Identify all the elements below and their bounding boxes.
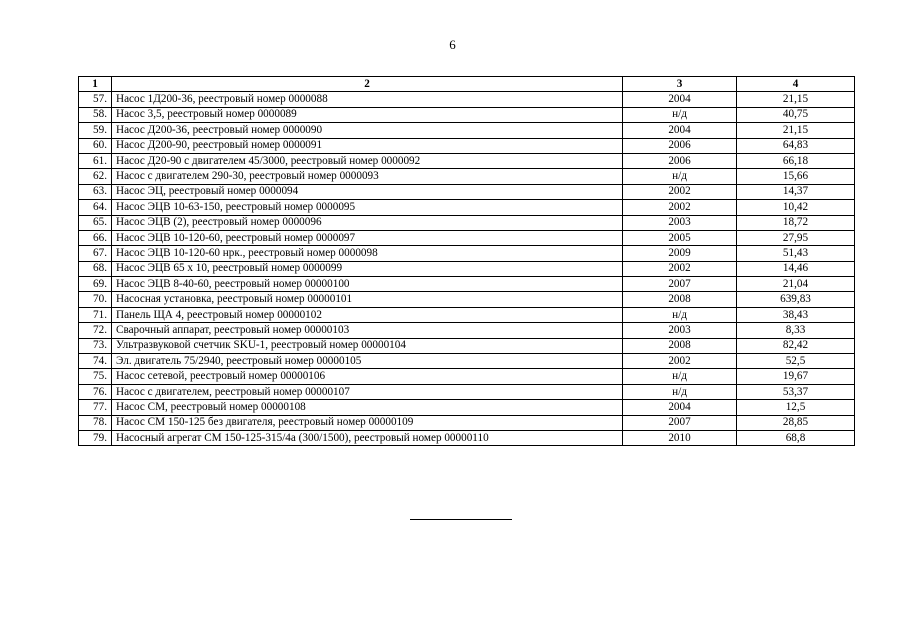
item-name: Насос ЭЦВ 10-63-150, реестровый номер 0000095: [112, 200, 623, 215]
item-year: 2009: [623, 246, 737, 261]
item-name: Насос Д200-90, реестровый номер 0000091: [112, 138, 623, 153]
row-number: 63.: [79, 184, 112, 199]
row-number: 67.: [79, 246, 112, 261]
item-value: 52,5: [737, 354, 855, 369]
item-year: 2004: [623, 92, 737, 107]
item-value: 15,66: [737, 169, 855, 184]
row-number: 75.: [79, 369, 112, 384]
item-year: 2002: [623, 261, 737, 276]
item-name: Насос 1Д200-36, реестровый номер 0000088: [112, 92, 623, 107]
item-year: 2002: [623, 354, 737, 369]
item-year: 2004: [623, 400, 737, 415]
table-row: [79, 261, 855, 276]
item-value: 64,83: [737, 138, 855, 153]
item-year: 2007: [623, 415, 737, 430]
item-year: 2006: [623, 138, 737, 153]
item-value: 12,5: [737, 400, 855, 415]
table-row: [79, 169, 855, 184]
item-name: Насос ЭЦВ 10-120-60, реестровый номер 0000097: [112, 230, 623, 245]
item-name: Насос ЭЦ, реестровый номер 0000094: [112, 184, 623, 199]
table-row: [79, 400, 855, 415]
row-number: 59.: [79, 123, 112, 138]
table-row: [79, 323, 855, 338]
item-value: 14,46: [737, 261, 855, 276]
table-row: [79, 246, 855, 261]
item-name: Насос сетевой, реестровый номер 00000106: [112, 369, 623, 384]
item-name: Насос с двигателем 290-30, реестровый номер 0000093: [112, 169, 623, 184]
item-name: Сварочный аппарат, реестровый номер 00000103: [112, 323, 623, 338]
item-name: Насос СМ, реестровый номер 00000108: [112, 400, 623, 415]
item-value: 18,72: [737, 215, 855, 230]
row-number: 68.: [79, 261, 112, 276]
table-row: [79, 277, 855, 292]
item-value: 28,85: [737, 415, 855, 430]
table-row: [79, 369, 855, 384]
item-name: Насос ЭЦВ 65 х 10, реестровый номер 0000099: [112, 261, 623, 276]
item-year: 2008: [623, 338, 737, 353]
row-number: 66.: [79, 230, 112, 245]
row-number: 60.: [79, 138, 112, 153]
item-year: н/д: [623, 169, 737, 184]
row-number: 72.: [79, 323, 112, 338]
item-name: Насос 3,5, реестровый номер 0000089: [112, 107, 623, 122]
table-row: [79, 153, 855, 168]
table-row: [79, 215, 855, 230]
item-name: Насос ЭЦВ 10-120-60 нрк., реестровый номер 0000098: [112, 246, 623, 261]
end-separator-line: [410, 519, 512, 520]
row-number: 71.: [79, 307, 112, 322]
header-col-1: 1: [79, 77, 112, 92]
item-name: Насос с двигателем, реестровый номер 00000107: [112, 384, 623, 399]
item-value: 19,67: [737, 369, 855, 384]
row-number: 62.: [79, 169, 112, 184]
table-row: [79, 292, 855, 307]
item-year: 2010: [623, 430, 737, 445]
item-value: 21,15: [737, 123, 855, 138]
item-value: 8,33: [737, 323, 855, 338]
table-row: [79, 354, 855, 369]
item-year: 2002: [623, 184, 737, 199]
row-number: 69.: [79, 277, 112, 292]
header-col-3: 3: [623, 77, 737, 92]
item-name: Насос Д20-90 с двигателем 45/3000, реестровый номер 0000092: [112, 153, 623, 168]
item-name: Насос ЭЦВ 8-40-60, реестровый номер 00000100: [112, 277, 623, 292]
item-year: 2003: [623, 323, 737, 338]
row-number: 74.: [79, 354, 112, 369]
table-row: [79, 307, 855, 322]
table-row: [79, 338, 855, 353]
row-number: 64.: [79, 200, 112, 215]
table-row: [79, 107, 855, 122]
item-value: 38,43: [737, 307, 855, 322]
page-number: 6: [449, 37, 456, 52]
table-row: [79, 138, 855, 153]
item-year: н/д: [623, 384, 737, 399]
item-value: 40,75: [737, 107, 855, 122]
item-name: Эл. двигатель 75/2940, реестровый номер 00000105: [112, 354, 623, 369]
row-number: 73.: [79, 338, 112, 353]
item-value: 639,83: [737, 292, 855, 307]
item-year: 2004: [623, 123, 737, 138]
item-year: н/д: [623, 307, 737, 322]
item-year: 2006: [623, 153, 737, 168]
row-number: 78.: [79, 415, 112, 430]
table-row: [79, 184, 855, 199]
row-number: 77.: [79, 400, 112, 415]
item-name: Насос Д200-36, реестровый номер 0000090: [112, 123, 623, 138]
table-row: [79, 200, 855, 215]
item-year: 2005: [623, 230, 737, 245]
item-year: н/д: [623, 369, 737, 384]
item-year: 2003: [623, 215, 737, 230]
item-value: 82,42: [737, 338, 855, 353]
item-year: н/д: [623, 107, 737, 122]
item-name: Ультразвуковой счетчик SKU-1, реестровый номер 00000104: [112, 338, 623, 353]
item-year: 2007: [623, 277, 737, 292]
item-name: Насосный агрегат СМ 150-125-315/4а (300/1500), реестровый номер 00000110: [112, 430, 623, 445]
row-number: 65.: [79, 215, 112, 230]
item-year: 2008: [623, 292, 737, 307]
header-col-2: 2: [112, 77, 623, 92]
table-row: [79, 230, 855, 245]
item-year: 2002: [623, 200, 737, 215]
item-value: 53,37: [737, 384, 855, 399]
item-value: 10,42: [737, 200, 855, 215]
item-value: 21,04: [737, 277, 855, 292]
item-value: 27,95: [737, 230, 855, 245]
row-number: 57.: [79, 92, 112, 107]
item-value: 14,37: [737, 184, 855, 199]
row-number: 76.: [79, 384, 112, 399]
table-row: [79, 384, 855, 399]
item-name: Панель ЩА 4, реестровый номер 00000102: [112, 307, 623, 322]
assets-table: [78, 76, 855, 446]
table-row: [79, 430, 855, 445]
item-value: 68,8: [737, 430, 855, 445]
item-name: Насос СМ 150-125 без двигателя, реестровый номер 00000109: [112, 415, 623, 430]
table-row: [79, 92, 855, 107]
row-number: 58.: [79, 107, 112, 122]
table-body: [79, 92, 855, 446]
row-number: 61.: [79, 153, 112, 168]
table-header-row: [79, 77, 855, 92]
header-col-4: 4: [737, 77, 855, 92]
item-name: Насосная установка, реестровый номер 00000101: [112, 292, 623, 307]
item-value: 21,15: [737, 92, 855, 107]
row-number: 79.: [79, 430, 112, 445]
item-name: Насос ЭЦВ (2), реестровый номер 0000096: [112, 215, 623, 230]
row-number: 70.: [79, 292, 112, 307]
item-value: 51,43: [737, 246, 855, 261]
item-value: 66,18: [737, 153, 855, 168]
table-row: [79, 123, 855, 138]
table-row: [79, 415, 855, 430]
